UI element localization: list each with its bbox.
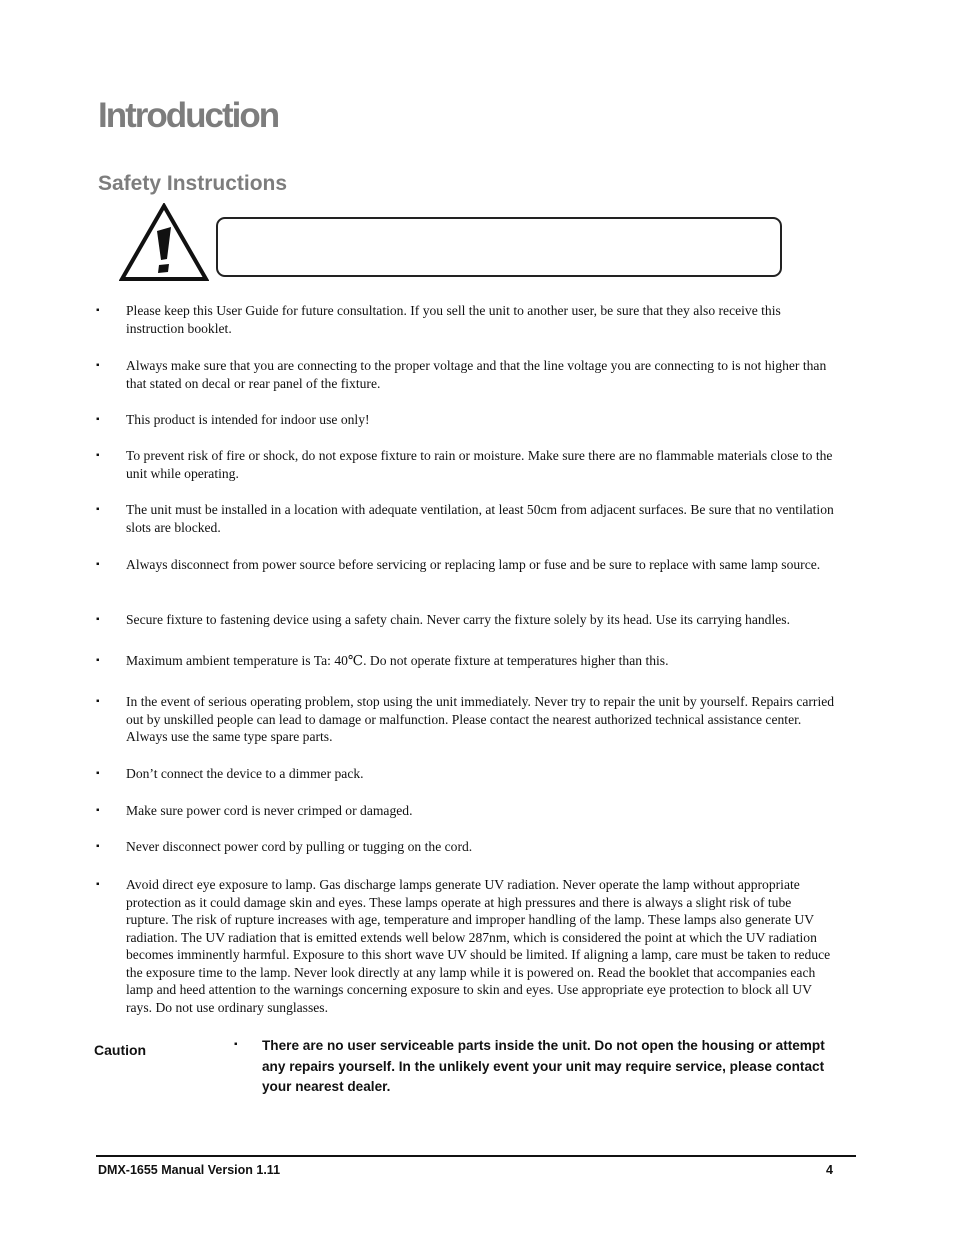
caution-text: There are no user serviceable parts inside the unit. Do not open the housing or attempt any repairs yourself. In the unlikely event your unit may require service, please contact your nearest dealer. [262,1038,825,1094]
warning-box [216,217,782,277]
list-item [96,411,836,429]
list-item-text: Secure fixture to fastening device using a safety chain. Never carry the fixture solely by its head. Use its carrying handles. [126,612,790,627]
bullet-marker: ▪ [96,768,100,779]
warning-triangle-icon [119,203,209,281]
list-item [96,765,836,783]
list-item-text: Never disconnect power cord by pulling or tugging on the cord. [126,839,473,854]
list-item [96,693,836,746]
caution-label: Caution [94,1042,147,1058]
page-number: 4 [826,1163,833,1177]
list-item [96,302,836,337]
list-item-text: This product is intended for indoor use only! [126,412,370,427]
bullet-marker: ▪ [96,450,100,461]
list-item-text: To prevent risk of fire or shock, do not expose fixture to rain or moisture. Make sure there are no flammable materials close to the unit while operating. [126,448,833,481]
bullet-marker: ▪ [96,614,100,625]
list-item [96,357,836,392]
list-item [96,802,836,820]
list-item-text: Always disconnect from power source before servicing or replacing lamp or fuse and be sure to replace with same lamp source. [126,557,821,572]
list-item-text: The unit must be installed in a location with adequate ventilation, at least 50cm from adjacent surfaces. Be sure that no ventilation slots are blocked. [126,502,834,535]
list-item [96,501,836,536]
list-item [96,556,836,574]
bullet-marker: ▪ [96,360,100,371]
list-item-text: Avoid direct eye exposure to lamp. Gas discharge lamps generate UV radiation. Never operate the lamp without appropriate protection as it could damage skin and eyes. These lamps operate at high pressures and there is always a slight risk of tube rupture. The risk of rupture increases with age, temperature and improper handling of the lamp. These lamps also generate UV radiation. The UV radiation that is emitted extends well below 287nm, which is considered the point at which the UV radiation becomes imminently harmful. Exposure to this short wave UV should be limited. If aligning a lamp, care must be taken to reduce the exposure time to the lamp. Never look directly at any lamp while it is powered on. Read the booklet that accompanies each lamp and heed attention to the warnings concerning exposure to skin and eyes. Use appropriate eye protection to block all UV rays. Do not use ordinary sunglasses. [126,877,831,1015]
page-title: Introduction [98,96,279,135]
bullet-marker: ▪ [96,504,100,515]
list-item-text: Maximum ambient temperature is Ta: 40℃. Do not operate fixture at temperatures higher than this. [126,653,669,668]
list-item-text: Please keep this User Guide for future consultation. If you sell the unit to another user, be sure that they also receive this instruction booklet. [126,303,781,336]
bullet-marker: ▪ [96,655,100,666]
list-item-text: Don’t connect the device to a dimmer pack. [126,766,364,781]
bullet-marker: ▪ [234,1039,238,1050]
list-item [96,447,836,482]
list-item-text: Make sure power cord is never crimped or damaged. [126,803,413,818]
bullet-marker: ▪ [96,305,100,316]
bullet-marker: ▪ [96,696,100,707]
bullet-marker: ▪ [96,805,100,816]
list-item [96,838,836,856]
list-item [96,611,836,629]
list-item-text: Always make sure that you are connecting to the proper voltage and that the line voltage you are connecting to is not higher than that stated on decal or rear panel of the fixture. [126,358,827,391]
bullet-marker: ▪ [96,414,100,425]
list-item [96,652,836,670]
footer-divider [96,1155,856,1157]
bullet-marker: ▪ [96,879,100,890]
bullet-marker: ▪ [96,559,100,570]
footer-manual-version: DMX-1655 Manual Version 1.11 [98,1163,281,1177]
section-heading: Safety Instructions [98,172,288,195]
list-item [96,876,836,1016]
bullet-marker: ▪ [96,841,100,852]
list-item-text: In the event of serious operating problem, stop using the unit immediately. Never try to repair the unit by yourself. Repairs carried out by unskilled people can lead to damage or malfunction. Please contact the nearest authorized technical assistance center. Always use the same type spare parts. [126,694,835,744]
